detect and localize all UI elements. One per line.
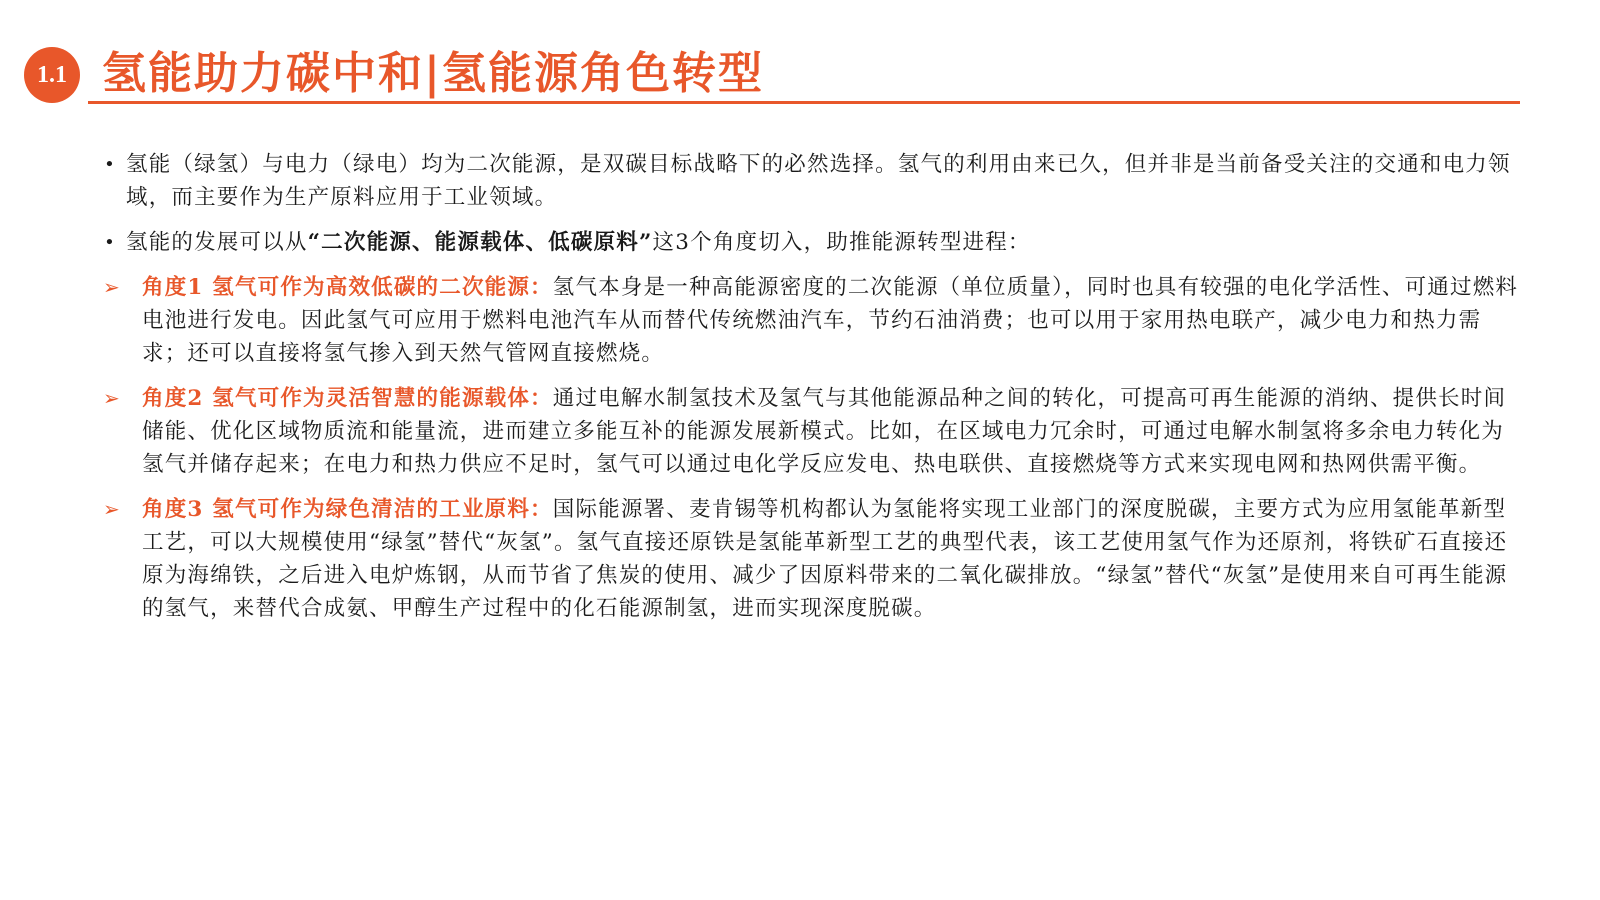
angle-heading: 角度3 氢气可作为绿色清洁的工业原料：: [142, 497, 553, 522]
angle-heading: 角度2 氢气可作为灵活智慧的能源载体：: [142, 386, 553, 411]
bullet-dot-icon: •: [104, 232, 116, 253]
angle-body: 国际能源署、麦肯锡等机构都认为氢能将实现工业部门的深度脱碳，主要方式为应用氢能革新型工艺，可以大规模使用“绿氢”替代“灰氢”。氢气直接还原铁是氢能革新型工艺的典型代表，该工艺使用氢气作为还原剂，将铁矿石直接还原为海绵铁，之后进入电炉炼钢，从而节省了焦炭的使用、减少了因原料带来的二氧化碳排放。“绿氢”替代“灰氢”是使用来自可再生能源的氢气，来替代合成氨、甲醇生产过程中的化石能源制氢，进而实现深度脱碳。: [142, 497, 1508, 621]
bullet-text-before: 氢能的发展可以从: [126, 230, 308, 255]
bullet-item: [96, 226, 1526, 259]
arrow-bullet-icon: ➢: [103, 386, 121, 410]
title-divider: [88, 101, 1520, 104]
angle-item: [96, 493, 1526, 625]
bullet-dot-icon: •: [104, 154, 116, 175]
section-number-badge: [24, 47, 80, 103]
content-body: [96, 148, 1526, 637]
section-number: 1.1: [37, 61, 67, 88]
bullet-emphasis: “二次能源、能源载体、低碳原料”: [307, 230, 653, 255]
angle-body: 通过电解水制氢技术及氢气与其他能源品种之间的转化，可提高可再生能源的消纳、提供长时间储能、优化区域物质流和能量流，进而建立多能互补的能源发展新模式。比如，在区域电力冗余时，可通过电解水制氢将多余电力转化为氢气并储存起来；在电力和热力供应不足时，氢气可以通过电化学反应发电、热电联供、直接燃烧等方式来实现电网和热网供需平衡。: [142, 386, 1507, 477]
arrow-bullet-icon: ➢: [103, 497, 121, 521]
arrow-bullet-icon: ➢: [103, 275, 121, 299]
angle-item: [96, 271, 1526, 370]
angle-body: 氢气本身是一种高能源密度的二次能源（单位质量），同时也具有较强的电化学活性、可通过燃料电池进行发电。因此氢气可应用于燃料电池汽车从而替代传统燃油汽车，节约石油消费；也可以用于家用热电联产，减少电力和热力需求；还可以直接将氢气掺入到天然气管网直接燃烧。: [142, 275, 1519, 366]
bullet-text-after: 这3个角度切入，助推能源转型进程：: [652, 230, 1031, 255]
bullet-text: 氢能（绿氢）与电力（绿电）均为二次能源，是双碳目标战略下的必然选择。氢气的利用由来已久，但并非是当前备受关注的交通和电力领域，而主要作为生产原料应用于工业领域。: [126, 152, 1511, 210]
page-title: 氢能助力碳中和|氢能源角色转型: [102, 48, 765, 99]
angle-heading: 角度1 氢气可作为高效低碳的二次能源：: [142, 275, 553, 300]
angle-item: [96, 382, 1526, 481]
bullet-item: [96, 148, 1526, 214]
